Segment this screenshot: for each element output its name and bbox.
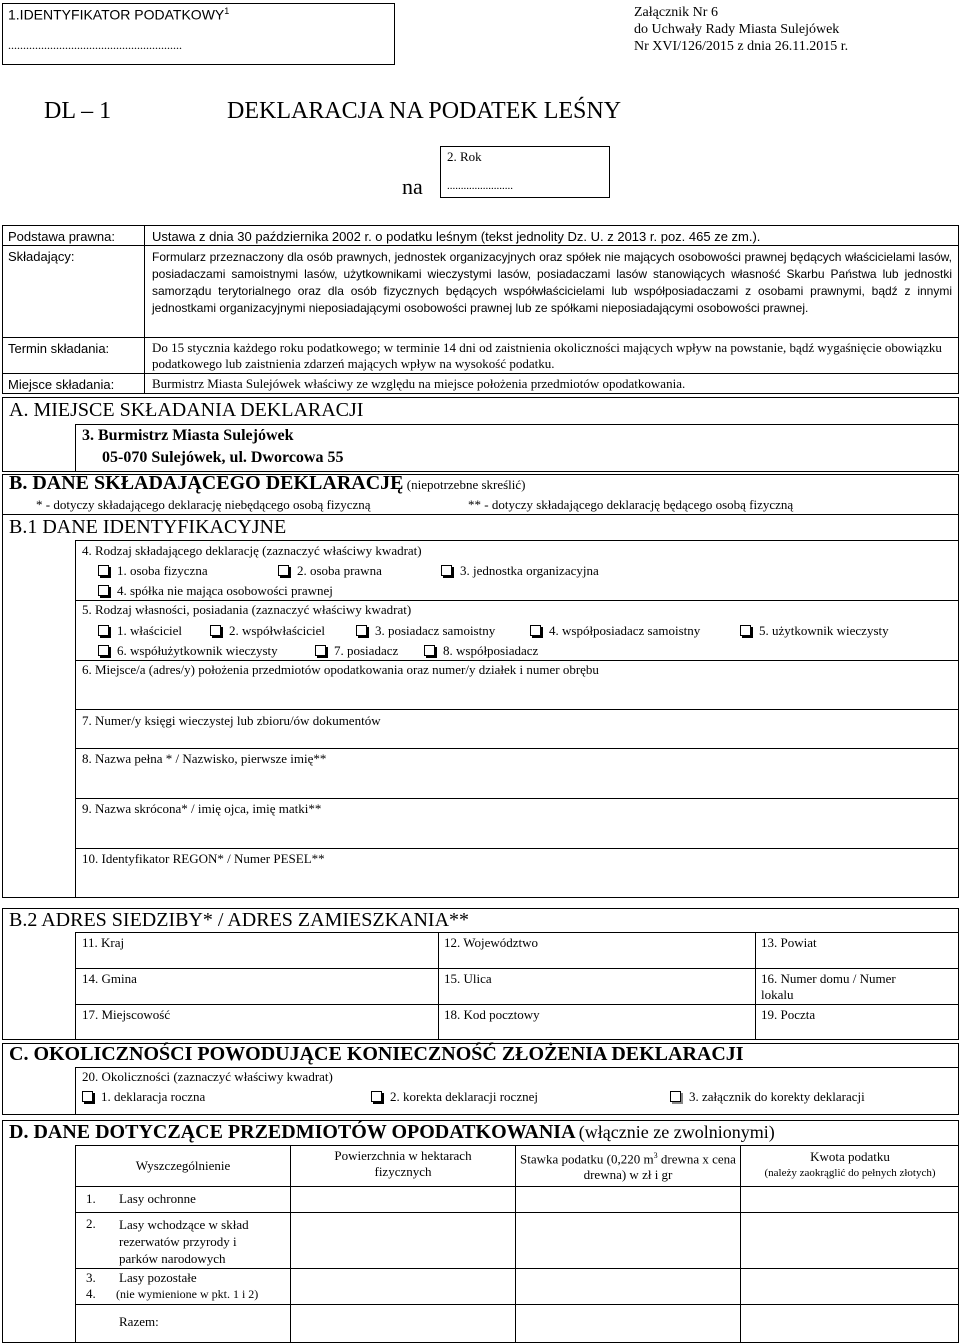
info-label-termin: Termin składania: — [8, 341, 110, 356]
rok-label: 2. Rok — [447, 149, 482, 164]
option-posiadacz-samoistny: 3. posiadacz samoistny — [375, 623, 496, 638]
section-b-footnote1: * - dotyczy składającego deklarację niebędącego osobą fizyczną — [36, 497, 371, 512]
info-text-podstawa: Ustawa z dnia 30 października 2002 r. o podatku leśnym (tekst jednolity Dz. U. z 2013 r. poz. 465 ze zm.). — [152, 229, 761, 244]
info-text-skladajacy: Formularz przeznaczony dla osób prawnych, jednostek organizacyjnych oraz spółek nie mających osobowości prawnej będących właścicielami lasów, posiadaczami samoistnymi lasów, użytkownikami wieczystymi lasów, posiadaczami lasów stanowiących własność Skarbu Państwa lub jednostki samorządu terytorialnego oraz dla osób fizycznych będących współwłaścicielami lub współposiadaczami z osobami prawnymi, bądź z innymi jednostkami organizacyjnymi nieposiadającymi osobowości prawnej lub ze spółkami nieposiadającymi osobowości prawnej. — [152, 250, 952, 315]
field5-opt5 — [740, 623, 889, 639]
checkbox-wspoluzytkownik-wieczysty[interactable] — [98, 645, 109, 656]
zalacznik-line1: Załącznik Nr 6 — [634, 5, 718, 20]
option-korekta: 2. korekta deklaracji rocznej — [390, 1089, 538, 1104]
d-col-powierzchnia: Powierzchnia w hektarach fizycznych — [334, 1148, 472, 1179]
d-col-stawka-b: drewna x cena drewna) w zł i gr — [583, 1151, 736, 1183]
d-col-wyszczegolnienie: Wyszczególnienie — [135, 1158, 231, 1173]
section-a-line1: 3. Burmistrz Miasta Sulejówek — [82, 427, 294, 444]
d-row2-num: 2. — [86, 1216, 96, 1231]
option-spolka: 4. spółka nie mająca osobowości prawnej — [117, 583, 333, 598]
zalacznik-line2: do Uchwały Rady Miasta Sulejówek — [634, 22, 840, 37]
option-uzytkownik-wieczysty: 5. użytkownik wieczysty — [759, 623, 889, 638]
d-row3-num: 3. — [86, 1270, 96, 1285]
field4-row1 — [98, 563, 270, 579]
checkbox-posiadacz-samoistny[interactable] — [356, 625, 367, 636]
checkbox-korekta[interactable] — [371, 1091, 382, 1102]
c-opt1 — [82, 1089, 205, 1105]
d-row1-num: 1. — [86, 1191, 96, 1206]
checkbox-wspolwlasciciel[interactable] — [210, 625, 221, 636]
d-row2-label: Lasy wchodzące w skład rezerwatów przyrody i parków narodowych — [119, 1217, 249, 1266]
field9-label[interactable]: 9. Nazwa skrócona* / imię ojca, imię matki** — [82, 801, 322, 816]
checkbox-wspolposiadacz-samoistny[interactable] — [530, 625, 541, 636]
section-a-title: A. MIEJSCE SKŁADANIA DEKLARACJI — [9, 399, 364, 421]
zalacznik-line3: Nr XVI/126/2015 z dnia 26.11.2015 r. — [634, 39, 849, 54]
d-col-kwota-a: Kwota podatku — [810, 1149, 890, 1164]
zalacznik-block — [634, 4, 848, 55]
c-opt2 — [371, 1089, 538, 1105]
field-kraj[interactable]: 11. Kraj — [82, 935, 125, 950]
d-col-stawka — [516, 1148, 740, 1183]
field5-label: 5. Rodzaj własności, posiadania (zaznaczyć właściwy kwadrat) — [82, 602, 412, 617]
option-wspoluzytkownik-wieczysty: 6. współużytkownik wieczysty — [117, 643, 278, 658]
section-a-line2: 05-070 Sulejówek, ul. Dworcowa 55 — [102, 449, 344, 466]
checkbox-osoba-fizyczna[interactable] — [98, 565, 109, 576]
field6-label[interactable]: 6. Miejsce/a (adres/y) położenia przedmiotów opodatkowania oraz numer/y działek i numer obrębu — [82, 662, 599, 677]
checkbox-osoba-prawna[interactable] — [278, 565, 289, 576]
checkbox-jednostka-organizacyjna[interactable] — [441, 565, 452, 576]
field10-label[interactable]: 10. Identyfikator REGON* / Numer PESEL** — [82, 851, 325, 866]
c-opt3 — [670, 1089, 865, 1105]
checkbox-deklaracja-roczna[interactable] — [82, 1091, 93, 1102]
checkbox-uzytkownik-wieczysty[interactable] — [740, 625, 751, 636]
info-label-skladajacy: Składający: — [8, 249, 75, 264]
field5-opt3 — [356, 623, 495, 639]
section-b-header — [9, 472, 526, 495]
checkbox-posiadacz[interactable] — [315, 645, 326, 656]
option-wspolposiadacz: 8. współposiadacz — [443, 643, 539, 658]
section-d-title: D. DANE DOTYCZĄCE PRZEDMIOTÓW OPODATKOWANIA — [9, 1121, 576, 1143]
section-d-note: (włącznie ze zwolnionymi) — [578, 1122, 775, 1142]
section-d-header — [9, 1121, 775, 1144]
identyfikator-dots: .......................................................... — [8, 38, 182, 52]
option-wlasciciel: 1. właściciel — [117, 623, 182, 638]
option-wspolposiadacz-samoistny: 4. współposiadacz samoistny — [549, 623, 701, 638]
info-label-podstawa: Podstawa prawna: — [8, 229, 115, 244]
option-deklaracja-roczna: 1. deklaracja roczna — [101, 1089, 206, 1104]
rok-dots: ........................ — [447, 180, 513, 192]
d-col-kwota — [741, 1149, 959, 1181]
field-powiat[interactable]: 13. Powiat — [761, 935, 817, 950]
section-b-title: B. DANE SKŁADAJĄCEGO DEKLARACJĘ — [9, 472, 404, 494]
checkbox-wspolposiadacz[interactable] — [424, 645, 435, 656]
d-col-kwota-b: (należy zaokrąglić do pełnych złotych) — [764, 1167, 936, 1179]
field8-label[interactable]: 8. Nazwa pełna * / Nazwisko, pierwsze imię** — [82, 751, 327, 766]
checkbox-wlasciciel[interactable] — [98, 625, 109, 636]
declaration-title: DEKLARACJA NA PODATEK LEŚNY — [227, 98, 622, 124]
field5-opt2 — [210, 623, 325, 639]
field-poczta[interactable]: 19. Poczta — [761, 1007, 816, 1022]
info-text-miejsce: Burmistrz Miasta Sulejówek właściwy ze względu na miejsce położenia przedmiotów opodatkowania. — [152, 376, 686, 391]
field5-opt1 — [98, 623, 182, 639]
section-b-note: (niepotrzebne skreślić) — [406, 477, 526, 492]
field-numer-domu[interactable]: 16. Numer domu / Numer lokalu — [761, 971, 896, 1002]
field4-row1c — [441, 563, 599, 579]
section-c-title: C. OKOLICZNOŚCI POWODUJĄCE KONIECZNOŚĆ ZŁOŻENIA DEKLARACJI — [9, 1043, 744, 1065]
option-osoba-fizyczna: 1. osoba fizyczna — [117, 563, 208, 578]
field5-opt7 — [315, 643, 398, 659]
checkbox-spolka[interactable] — [98, 585, 109, 596]
info-text-termin: Do 15 stycznia każdego roku podatkowego; w terminie 14 dni od zaistnienia okoliczności mających wpływ na powstanie, bądź wygaśnięcie obowiązku podatkowego lub zaistnienia zdarzeń mających wpływ na wysokość podatku. — [152, 340, 942, 371]
option-posiadacz: 7. posiadacz — [334, 643, 399, 658]
info-divider — [144, 225, 145, 394]
identyfikator-text: 1.IDENTYFIKATOR PODATKOWY — [8, 6, 225, 23]
title-na: na — [402, 174, 423, 199]
field-ulica[interactable]: 15. Ulica — [444, 971, 492, 986]
option-jednostka-organizacyjna: 3. jednostka organizacyjna — [460, 563, 599, 578]
field-wojewodztwo[interactable]: 12. Województwo — [444, 935, 539, 950]
section-b1-title: B.1 DANE IDENTYFIKACYJNE — [9, 516, 287, 538]
field4-label: 4. Rodzaj składającego deklarację (zaznaczyć właściwy kwadrat) — [82, 543, 422, 558]
field5-opt6 — [98, 643, 278, 659]
option-wspolwlasciciel: 2. współwłaściciel — [229, 623, 326, 638]
option-osoba-prawna: 2. osoba prawna — [297, 563, 382, 578]
field5-opt8 — [424, 643, 538, 659]
d-row4-num: 4. — [86, 1286, 96, 1301]
d-col-stawka-a: Stawka podatku (0,220 m — [520, 1151, 654, 1167]
option-zalacznik: 3. załącznik do korekty deklaracji — [689, 1089, 865, 1104]
field-miejscowosc[interactable]: 17. Miejscowość — [82, 1007, 171, 1022]
checkbox-zalacznik[interactable] — [670, 1091, 681, 1102]
section-b2-title: B.2 ADRES SIEDZIBY* / ADRES ZAMIESZKANIA** — [9, 909, 470, 931]
identyfikator-label — [8, 6, 229, 23]
field5-opt4 — [530, 623, 700, 639]
field20-label: 20. Okoliczności (zaznaczyć właściwy kwadrat) — [82, 1069, 333, 1084]
field7-label[interactable]: 7. Numer/y księgi wieczystej lub zbioru/ów dokumentów — [82, 713, 381, 728]
identyfikator-sup: 1 — [224, 6, 230, 16]
declaration-code: DL – 1 — [44, 98, 112, 124]
d-col-stawka-sup: 3 — [653, 1151, 658, 1160]
field-gmina[interactable]: 14. Gmina — [82, 971, 137, 986]
field4-row1b — [278, 563, 382, 579]
field-kod-pocztowy[interactable]: 18. Kod pocztowy — [444, 1007, 540, 1022]
d-row4-label: (nie wymienione w pkt. 1 i 2) — [116, 1287, 259, 1301]
d-row1-label: Lasy ochronne — [119, 1191, 196, 1206]
section-b-footnote2: ** - dotyczy składającego deklarację będącego osobą fizyczną — [468, 497, 794, 512]
info-label-miejsce: Miejsce składania: — [8, 377, 115, 392]
d-row3-label: Lasy pozostałe — [119, 1270, 197, 1285]
field4-row2 — [98, 583, 333, 599]
d-razem: Razem: — [119, 1314, 159, 1329]
